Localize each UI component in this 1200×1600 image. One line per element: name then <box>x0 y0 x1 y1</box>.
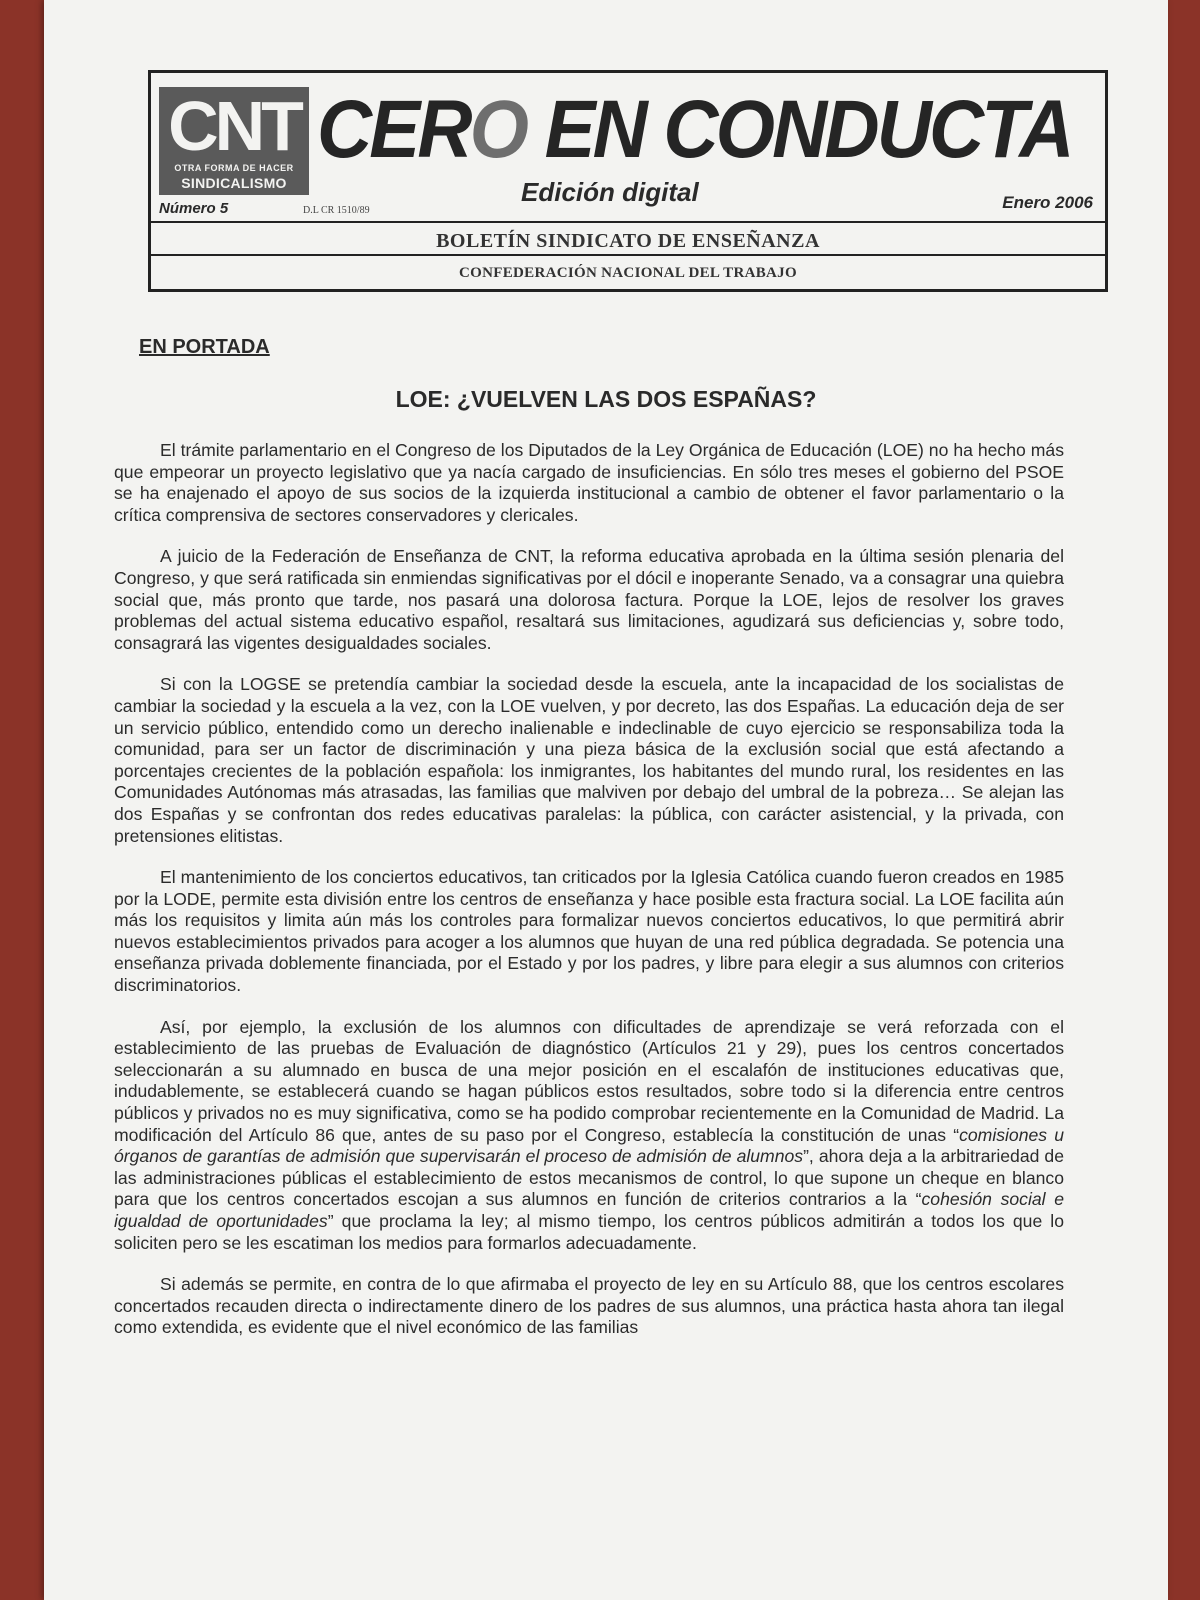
paragraph-5-quote-2: cohesión social e igualdad de oportunidades <box>114 1189 1064 1231</box>
paragraph-5-text-a: Así, por ejemplo, la exclusión de los alumnos con dificultades de aprendizaje se verá reforzada con el establecimiento de las pruebas de Evaluación de diagnóstico (Artículos 21 y 29), pues los centros concertados seleccionarán a su alumnado en busca de una mejor posición en el escalafón de instituciones educativas que, indudablemente, se establecerá cuando se hagan públicos estos resultados, sobre todo si la diferencia entre centros públicos y privados no es muy significativa, como se ha podido comprobar recientemente en la Comunidad de Madrid. La modificación del Artículo 86 que, antes de su paso por el Congreso, establecía la constitución de unas “ <box>114 1016 1064 1145</box>
document-page <box>44 0 1168 1600</box>
title-grey-o: O <box>469 84 527 175</box>
logo-subtitle: SINDICALISMO <box>181 175 287 191</box>
cnt-logo <box>159 87 309 195</box>
bulletin-title: BOLETÍN SINDICATO DE ENSEÑANZA <box>151 223 1105 256</box>
issue-number: Número 5 <box>159 200 229 217</box>
paragraph-5-text-e: ” que proclama la ley; al mismo tiempo, los centros públicos admitirán a todos los que lo soliciten pero se les escatiman los medios para formarlos adecuadamente. <box>114 1211 1064 1253</box>
title-part-1: CER <box>317 84 470 175</box>
paragraph-5-quote-1: comisiones u órganos de garantías de admisión que supervisarán el proceso de admisión de alumnos <box>114 1124 1065 1167</box>
issue-date: Enero 2006 <box>1002 193 1093 212</box>
paragraph-5-text-c: ”, ahora deja a la arbitrariedad de las administraciones públicas el establecimiento de estos mecanismos de control, lo que supone un cheque en blanco para que los centros concertados escojan a sus alumnos en función de criterios contrarios a la “ <box>114 1146 1064 1210</box>
title-part-2: EN CONDUCTA <box>544 84 1072 175</box>
paragraph-1: El trámite parlamentario en el Congreso de los Diputados de la Ley Orgánica de Educación (LOE) no ha hecho más que empeorar un proyecto legislativo que ya nacía cargado de insuficiencias. En sólo tres meses el gobierno del PSOE se ha enajenado el apoyo de sus socios de la izquierda institucional a cambio de obtener el favor parlamentario o la crítica comprensiva de sectores conservadores y clericales. <box>114 440 1064 525</box>
paragraph-6: Si además se permite, en contra de lo que afirmaba el proyecto de ley en su Artículo 88, que los centros escolares concertados recauden directa o indirectamente dinero de los padres de sus alumnos, una práctica hasta ahora tan ilegal como extendida, es evidente que el nivel económico de las familias <box>114 1274 1064 1338</box>
article-headline: LOE: ¿VUELVEN LAS DOS ESPAÑAS? <box>395 386 817 412</box>
logo-letters: CNT <box>168 87 300 165</box>
paragraph-3: Si con la LOGSE se pretendía cambiar la sociedad desde la escuela, ante la incapacidad de los socialistas de cambiar la sociedad y la escuela a la vez, con la LOE vuelven, y por decreto, las dos Españas. La educación deja de ser un servicio público, entendido como un derecho inalienable e indeclinable de cuyo ejercicio se responsabiliza toda la comunidad, para ser un factor de discriminación y una pieza básica de la exclusión social que está afectando a porcentajes crecientes de la población española: los inmigrantes, los habitantes del mundo rural, los residentes en las Comunidades Autónomas más atrasadas, las familias que malviven por debajo del umbral de la pobreza… Se alejan las dos Españas y se confrontan dos redes educativas paralelas: la pública, con carácter asistencial, y la privada, con pretensiones elitistas. <box>114 674 1064 846</box>
confederation-name: CONFEDERACIÓN NACIONAL DEL TRABAJO <box>459 265 797 281</box>
logo-tagline: OTRA FORMA DE HACER <box>174 163 294 173</box>
masthead-title-row <box>151 73 1105 223</box>
paragraph-4: El mantenimiento de los conciertos educativos, tan criticados por la Iglesia Católica cuando fueron creados en 1985 por la LODE, permite esta división entre los centros de enseñanza y hace posible esta fractura social. La LOE facilita aún más los requisitos y limita aún más los controles para formalizar nuevos conciertos educativos, lo que permitirá abrir nuevos establecimientos privados para acoger a los alumnos que huyan de una red pública degradada. Se potencia una enseñanza privada doblemente financiada, por el Estado y por los padres, y libre para elegir a sus alumnos con criterios discriminatorios. <box>114 867 1064 996</box>
edition-label: Edición digital <box>521 177 699 207</box>
masthead <box>148 70 1108 292</box>
legal-deposit: D.L CR 1510/89 <box>303 205 370 216</box>
publication-title <box>317 85 1072 175</box>
paragraph-5 <box>114 1017 1064 1255</box>
section-label: EN PORTADA <box>139 336 270 358</box>
article-body <box>114 440 1064 1359</box>
paragraph-2: A juicio de la Federación de Enseñanza de CNT, la reforma educativa aprobada en la última sesión plenaria del Congreso, y que será ratificada sin enmiendas significativas por el dócil e inoperante Senado, va a consagrar una quiebra social que, más pronto que tarde, nos pasará una dolorosa factura. Porque la LOE, lejos de resolver los graves problemas del actual sistema educativo español, resaltará sus limitaciones, agudizará sus deficiencias y, sobre todo, consagrará las vigentes desigualdades sociales. <box>114 546 1064 653</box>
